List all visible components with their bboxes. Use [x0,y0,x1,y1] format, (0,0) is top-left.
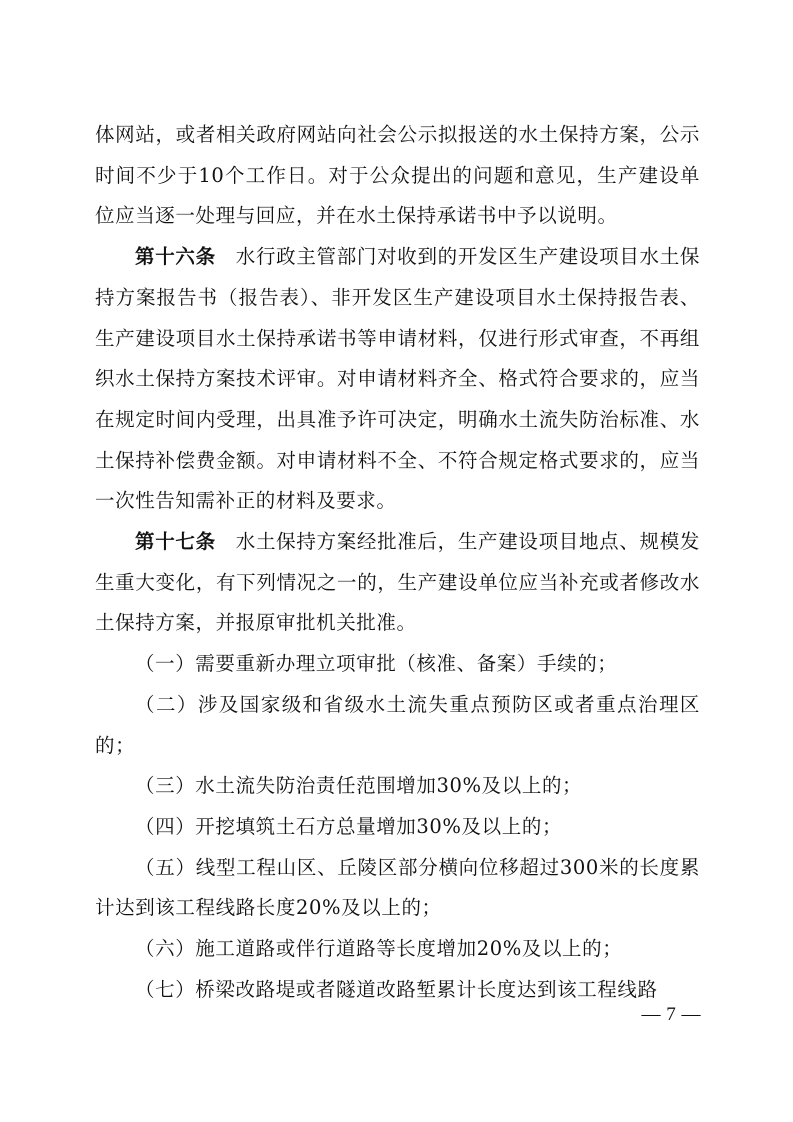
document-body [95,115,700,1010]
list-item-4: （四）开挖填筑土石方总量增加30%及以上的； [135,814,563,838]
list-item-5: （五）线型工程山区、丘陵区部分横向位移超过300米的长度累计达到该工程线路长度20%及以上的； [95,855,700,920]
continuation-paragraph: 体网站，或者相关政府网站向社会公示拟报送的水土保持方案，公示时间不少于10个工作日。对于公众提出的问题和意见，生产建设单位应当逐一处理与回应，并在水土保持承诺书中予以说明。 [95,123,700,228]
article-16-text: 水行政主管部门对收到的开发区生产建设项目水土保持方案报告书（报告表）、非开发区生产建设项目水土保持报告表、生产建设项目水土保持承诺书等申请材料，仅进行形式审查，不再组织水土保持方案技术评审。对申请材料齐全、格式符合要求的，应当在规定时间内受理，出具准予许可决定，明确水土流失防治标准、水土保持补偿费金额。对申请材料不全、不符合规定格式要求的，应当一次性告知需补正的材料及要求。 [95,245,700,513]
list-item-7: （七）桥梁改路堤或者隧道改路堑累计长度达到该工程线路 [135,977,658,1001]
page-number: — 7 — [641,1004,701,1025]
article-17-paragraph [95,522,700,644]
article-16-paragraph [95,237,700,522]
article-17-text: 水土保持方案经批准后，生产建设项目地点、规模发生重大变化，有下列情况之一的，生产建设单位应当补充或者修改水土保持方案，并报原审批机关批准。 [95,530,700,635]
list-item-2: （二）涉及国家级和省级水土流失重点预防区或者重点治理区的； [95,692,700,757]
list-item-6: （六）施工道路或伴行道路等长度增加20%及以上的； [135,937,623,961]
article-17-label: 第十七条 [135,530,216,554]
list-item-3: （三）水土流失防治责任范围增加30%及以上的； [135,774,583,798]
article-16-label: 第十六条 [135,245,216,269]
list-item-1: （一）需要重新办理立项审批（核准、备案）手续的； [135,652,618,676]
